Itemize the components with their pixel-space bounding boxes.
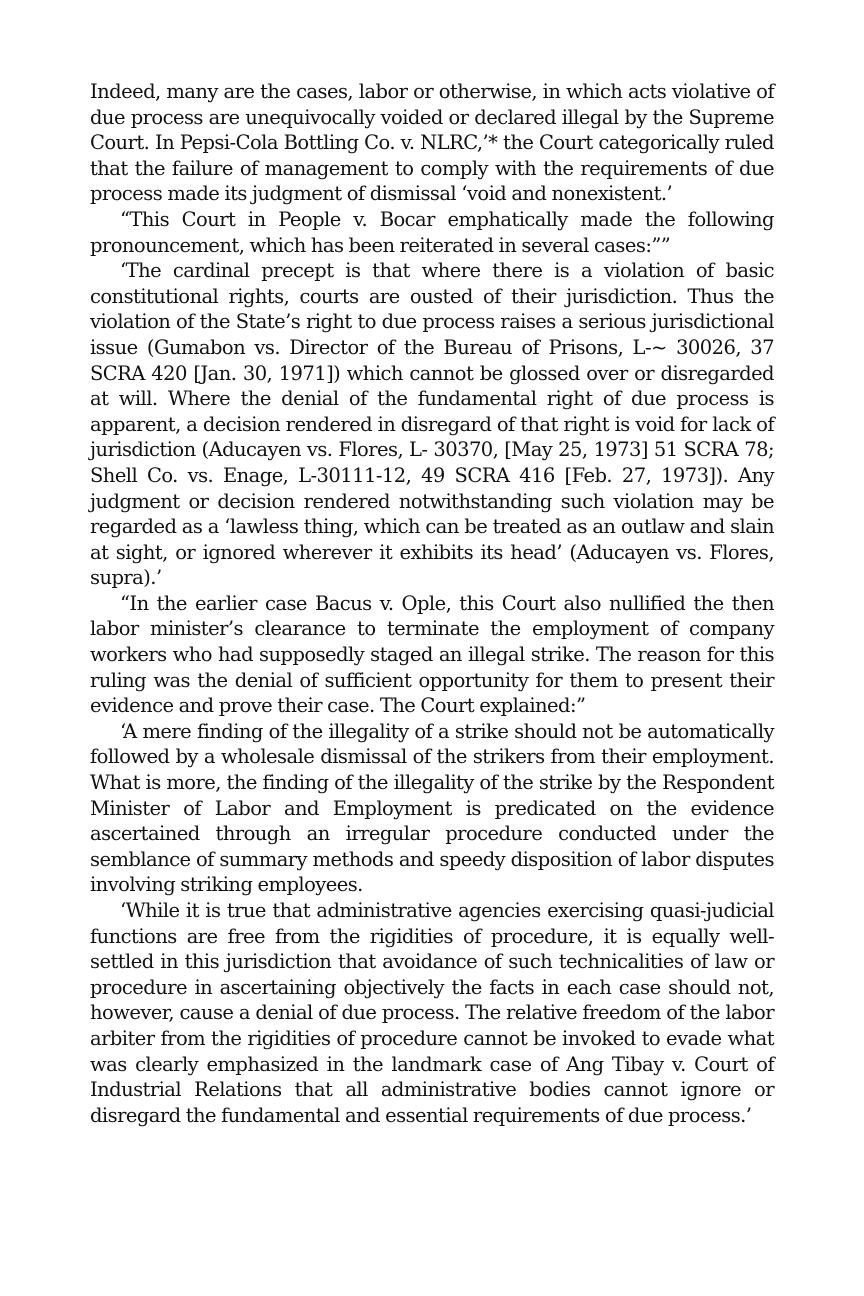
- paragraph-4: “In the earlier case Bacus v. Ople, this Court also nullified the then labor minister’s clearance to terminate the employment of company workers who had supposedly staged an illegal strike. The reason for this ruling was the denial of sufficient opportunity for them to present their evidence and prove their case. The Court explained:”: [90, 591, 774, 718]
- paragraph-3: ‘The cardinal precept is that where there is a violation of basic constitutional rights, courts are ousted of their jurisdiction. Thus the violation of the State’s right to due process raises a serious jurisdictional issue (Gumabon vs. Director of the Bureau of Prisons, L-~ 30026, 37 SCRA 420 [Jan. 30, 1971]) which cannot be glossed over or disregarded at will. Where the denial of the fundamental right of due process is apparent, a decision rendered in disregard of that right is void for lack of jurisdiction (Aducayen vs. Flores, L- 30370, [May 25, 1973] 51 SCRA 78; Shell Co. vs. Enage, L-30111-12, 49 SCRA 416 [Feb. 27, 1973]). Any judgment or decision rendered notwithstanding such violation may be regarded as a ‘lawless thing, which can be treated as an outlaw and slain at sight, or ignored wherever it exhibits its head’ (Aducayen vs. Flores, supra).’: [90, 259, 774, 590]
- document-page: [90, 79, 774, 1128]
- paragraph-1: Indeed, many are the cases, labor or otherwise, in which acts violative of due process are unequivocally voided or declared illegal by the Supreme Court. In Pepsi-Cola Bottling Co. v. NLRC,’* the Court categorically ruled that the failure of management to comply with the requirements of due process made its judgment of dismissal ‘void and nonexistent.’: [90, 80, 774, 206]
- paragraph-2: “This Court in People v. Bocar emphatically made the following pronouncement, which has been reiterated in several cases:””: [90, 207, 774, 257]
- paragraph-6: ‘While it is true that administrative agencies exercising quasi-judicial functions are free from the rigidities of procedure, it is equally well-settled in this jurisdiction that avoidance of such technicalities of law or procedure in ascertaining objectively the facts in each case should not, however, cause a denial of due process. The relative freedom of the labor arbiter from the rigidities of procedure cannot be invoked to evade what was clearly emphasized in the landmark case of Ang Tibay v. Court of Industrial Relations that all administrative bodies cannot ignore or disregard the fundamental and essential requirements of due process.’: [90, 899, 774, 1127]
- paragraph-5: ‘A mere finding of the illegality of a strike should not be automatically followed by a wholesale dismissal of the strikers from their employment. What is more, the finding of the illegality of the strike by the Respondent Minister of Labor and Employment is predicated on the evidence ascertained through an irregular procedure conducted under the semblance of summary methods and speedy disposition of labor disputes involving striking employees.: [90, 719, 774, 897]
